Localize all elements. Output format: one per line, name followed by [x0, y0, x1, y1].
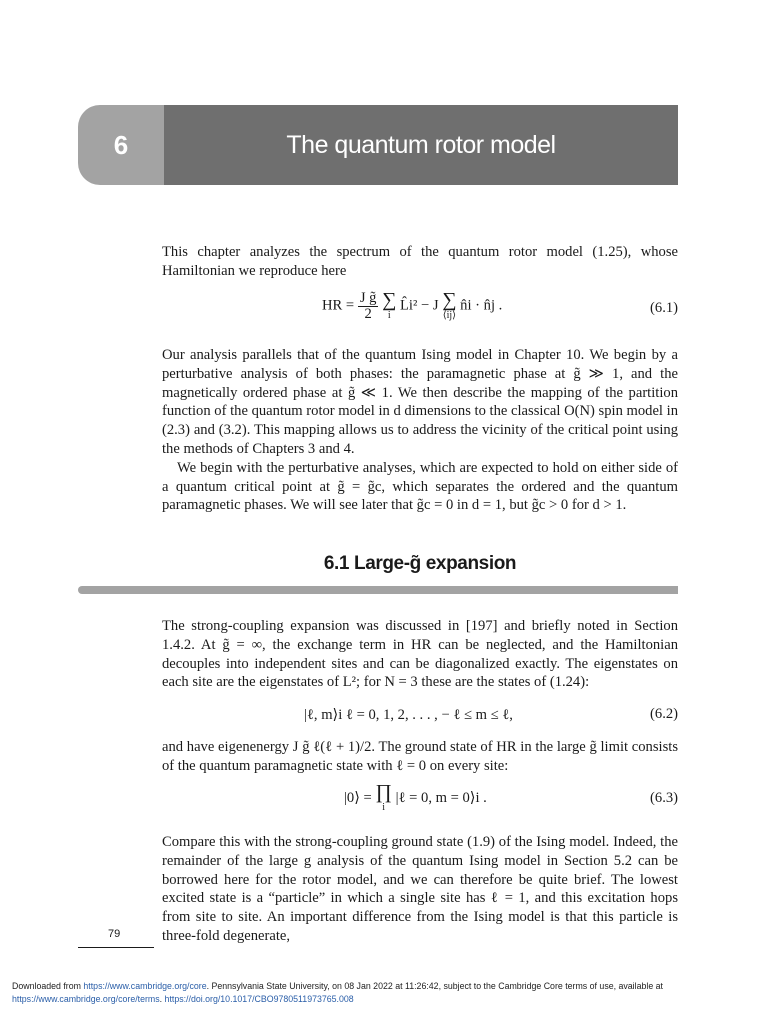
eq3-lhs: |0⟩ = [344, 790, 372, 806]
equation-number-6-3: (6.3) [650, 790, 678, 806]
section-heading: 6.1 Large-g̃ expansion [323, 553, 517, 574]
section-rule [78, 586, 678, 594]
eq1-fraction: $\frac{\text{J g̃}}{2}$ [359, 289, 377, 322]
page-number-rule [78, 947, 154, 948]
equation-6-2 [162, 706, 678, 726]
equation-number-6-1: (6.1) [650, 300, 678, 316]
intro-paragraph-3: We begin with the perturbative analyses, which are expected to hold on either side of a quantum critical point at g̃ = g̃c, which separates the ordered and the quantum paramagnetic phases. We will see later that g̃c = 0 in d = 1, but g̃c > 0 for d > 1. [162, 459, 678, 514]
chapter-title-banner [164, 105, 678, 185]
eq1-term1: L̂i² − J [400, 297, 439, 314]
intro-paragraph-2: Our analysis parallels that of the quantum Ising model in Chapter 10. We begin by a perturbative analysis of both phases: the paramagnetic phase at g̃ ≫ 1, and the magnetically ordered phase at g̃ ≪ 1. We then describe the mapping of the partition function of the quantum rotor model in d dimensions to the classical O(N) spin model in (2.3) and (3.2). This mapping allows us to address the vicinity of the critical point using the methods of Chapters 3 and 4. [162, 347, 678, 457]
body-paragraph-3: Compare this with the strong-coupling ground state (1.9) of the Ising model. Indeed, the remainder of the large g analysis of the quantum Ising model in Section 5.2 can be borrowed here for the rotor model, and we can therefore be quite brief. The lowest excited state is a “particle” in which a single site has ℓ = 1, and this excitation hops from site to site. An important difference from the Ising model is that this particle is three-fold degenerate, [162, 834, 678, 944]
chapter-number-tab [78, 105, 164, 185]
cambridge-core-link[interactable]: https://www.cambridge.org/core [83, 981, 207, 991]
intro-paragraph-1: This chapter analyzes the spectrum of the quantum rotor model (1.25), whose Hamiltonian we reproduce here [162, 244, 678, 279]
equation-6-1 [162, 290, 678, 336]
eq3-product: ∏ i [375, 781, 392, 813]
terms-link[interactable]: https://www.cambridge.org/core/terms [12, 994, 160, 1004]
eq1-sum-i: ∑ i [382, 289, 397, 321]
equation-number-6-2: (6.2) [650, 706, 678, 722]
doi-link[interactable]: https://doi.org/10.1017/CBO9780511973765.008 [164, 994, 354, 1004]
download-footer: Downloaded from https://www.cambridge.org/core. Pennsylvania State University, on 08 Jan 2022 at 11:26:42, subject to the Cambridge Core terms of use, available at https://www.cambridge.org/core/terms. https://doi.org/10.1017/CBO9780511973765.008 [12, 981, 664, 1004]
eq2-body: |ℓ, m⟩i ℓ = 0, 1, 2, . . . , − ℓ ≤ m ≤ ℓ, [304, 707, 513, 723]
intro-paragraphs [162, 346, 678, 515]
eq3-rhs: |ℓ = 0, m = 0⟩i . [395, 790, 487, 806]
equation-6-3 [162, 782, 678, 824]
body-paragraph-1: The strong-coupling expansion was discussed in [197] and briefly noted in Section 1.4.2. At g̃ = ∞, the exchange term in HR can be neglected, and the Hamiltonian decouples into independent sites and can be diagonalized exactly. The eigenstates on each site are the eigenstates of L²; for N = 3 these are the states of (1.24): [162, 618, 678, 691]
eq1-lhs: HR = [322, 297, 355, 314]
body-paragraph-2: and have eigenenergy J g̃ ℓ(ℓ + 1)/2. The ground state of HR in the large g̃ limit consists of the quantum paramagnetic state with ℓ = 0 on every site: [162, 739, 678, 774]
eq1-sum-ij: ∑ ⟨ij⟩ [442, 289, 457, 321]
chapter-number: 6 [113, 129, 129, 160]
eq1-term2: n̂i · n̂j . [460, 297, 503, 314]
page-number: 79 [108, 928, 121, 940]
chapter-title: The quantum rotor model [286, 130, 556, 159]
